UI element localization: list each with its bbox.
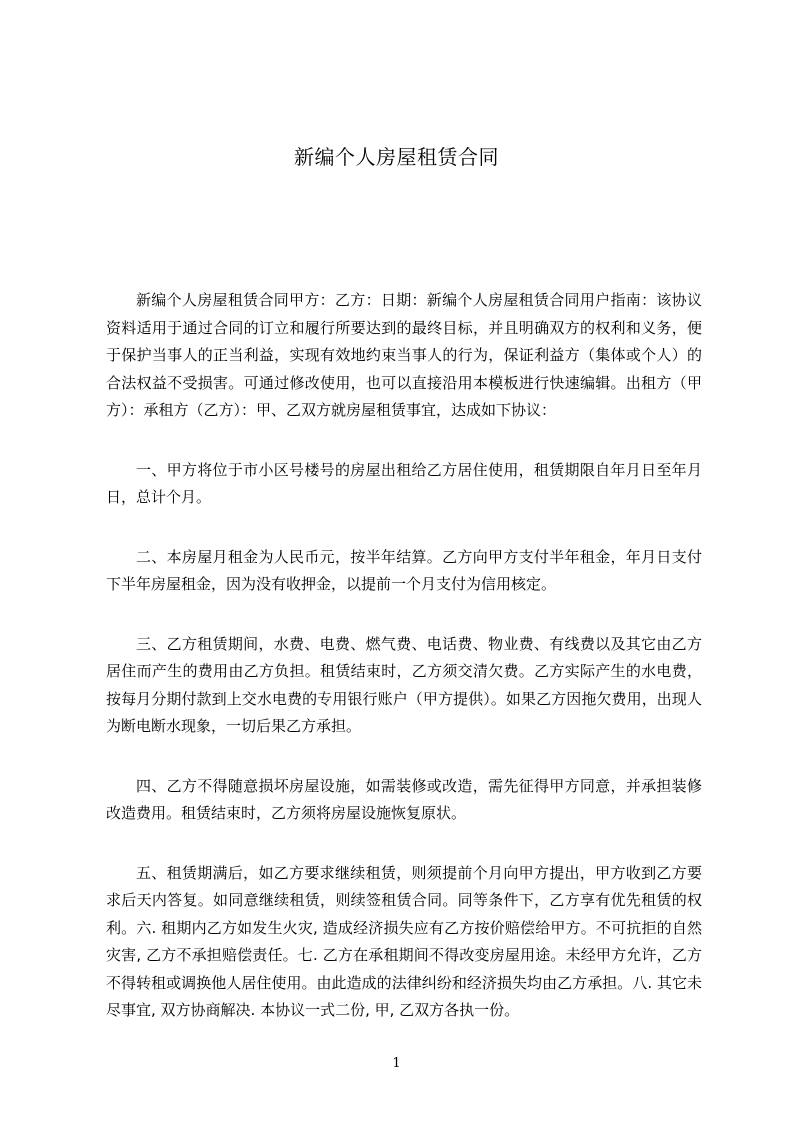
paragraph-clause-2: 二、本房屋月租金为人民币元，按半年结算。乙方向甲方支付半年租金，年月日支付下半年房屋租金，因为没有收押金，以提前一个月支付为信用核定。 — [106, 547, 702, 593]
paragraph-preamble: 新编个人房屋租赁合同甲方：乙方：日期：新编个人房屋租赁合同用户指南：该协议资料适用于通过合同的订立和履行所要达到的最终目标，并且明确双方的权利和义务，便于保护当事人的正当利益，实现有效地约束当事人的行为，保证利益方（集体或个人）的合法权益不受损害。可通过修改使用，也可以直接沿用本模板进行快速编辑。出租方（甲方）：承租方（乙方）：甲、乙双方就房屋租赁事宜，达成如下协议： — [106, 291, 702, 419]
paragraph-clause-5: 五、租赁期满后，如乙方要求继续租赁，则须提前个月向甲方提出，甲方收到乙方要求后天内答复。如同意继续租赁，则续签租赁合同。同等条件下，乙方享有优先租赁的权利。六. 租期内乙方如发生火灾, 造成经济损失应有乙方按价赔偿给甲方。不可抗拒的自然灾害, 乙方不承担赔偿责任。七. 乙方在承租期间不得改变房屋用途。未经甲方允许，乙方不得转租或调换他人居住使用。由此造成的法律纠纷和经济损失均由乙方承担。八. 其它未尽事宜, 双方协商解决. 本协议一式二份, 甲, 乙双方各执一份。 — [106, 863, 702, 1019]
document-body — [106, 287, 702, 1057]
page-number: 1 — [392, 1056, 401, 1071]
paragraph-clause-1: 一、甲方将位于市小区号楼号的房屋出租给乙方居住使用，租赁期限自年月日至年月日，总计个月。 — [106, 460, 702, 506]
paragraph-clause-4: 四、乙方不得随意损坏房屋设施，如需装修或改造，需先征得甲方同意，并承担装修改造费用。租赁结束时，乙方须将房屋设施恢复原状。 — [106, 776, 702, 822]
paragraph-clause-3: 三、乙方租赁期间，水费、电费、燃气费、电话费、物业费、有线费以及其它由乙方居住而产生的费用由乙方负担。租赁结束时，乙方须交清欠费。乙方实际产生的水电费，按每月分期付款到上交水电费的专用银行账户（甲方提供）。如果乙方因拖欠费用，出现人为断电断水现象，一切后果乙方承担。 — [106, 634, 702, 735]
document-title: 新编个人房屋租赁合同 — [294, 145, 499, 169]
